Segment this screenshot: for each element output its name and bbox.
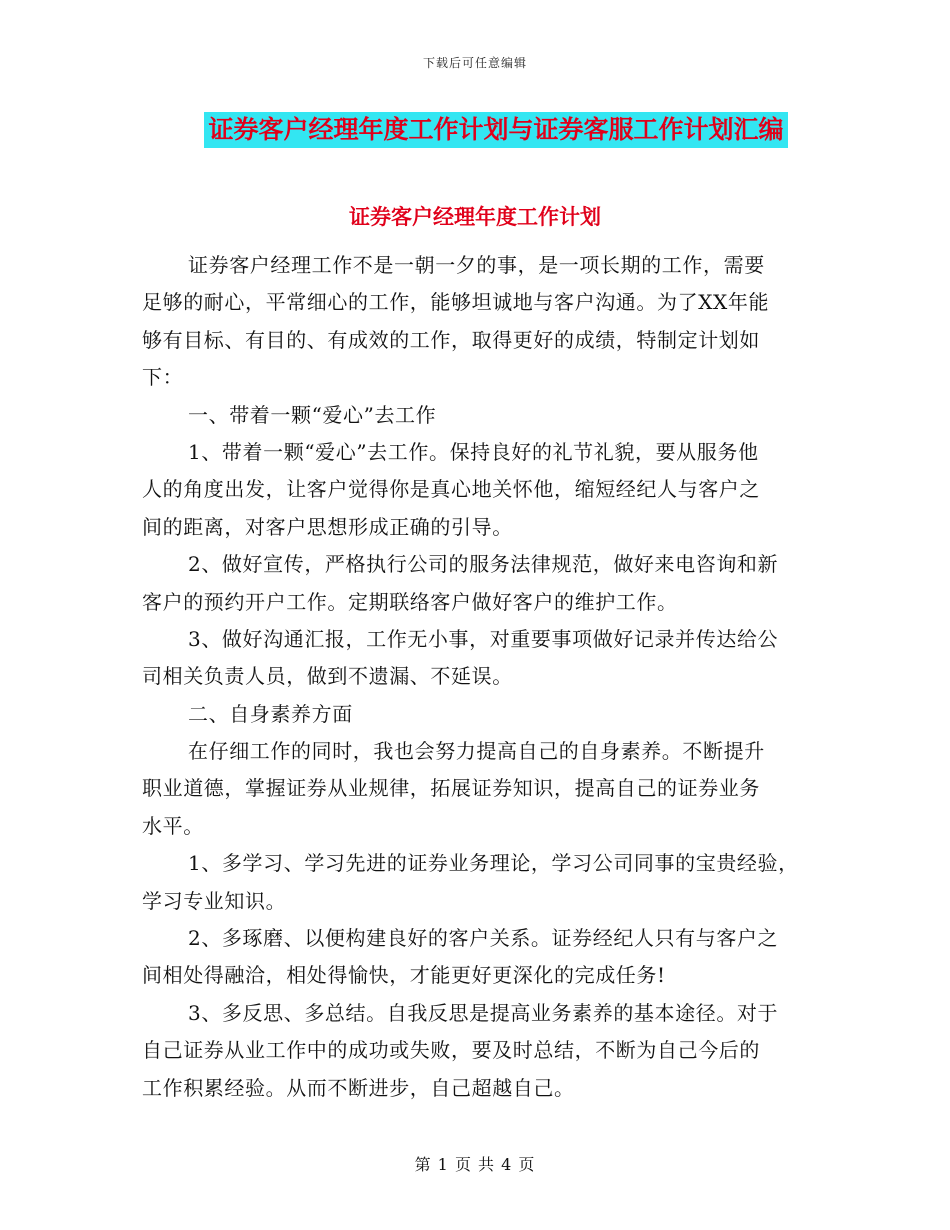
body-line: 3、做好沟通汇报，工作无小事，对重要事项做好记录并传达给公: [188, 626, 779, 651]
body-line: 1、多学习、学习先进的证券业务理论，学习公司同事的宝贵经验，: [188, 851, 799, 876]
page-footer: 第 1 页 共 4 页: [414, 1155, 536, 1174]
body-line: 在仔细工作的同时，我也会努力提高自己的自身素养。不断提升: [188, 739, 765, 764]
header-note: 下载后可任意编辑: [422, 56, 527, 70]
body-line: 人的角度出发，让客户觉得你是真心地关怀他，缩短经纪人与客户之: [142, 477, 760, 502]
body-line: 一、带着一颗“爱心”去工作: [188, 402, 437, 427]
body-line: 客户的预约开户工作。定期联络客户做好客户的维护工作。: [142, 589, 678, 614]
main-title-container: [0, 112, 950, 148]
body-line: 1、带着一颗“爱心”去工作。保持良好的礼节礼貌，要从服务他: [188, 439, 759, 464]
body-line: 司相关负责人员，做到不遗漏、不延误。: [142, 664, 513, 689]
body-line: 下：: [142, 365, 184, 390]
body-line: 自己证券从业工作中的成功或失败，要及时总结，不断为自己今后的: [142, 1038, 760, 1063]
section-title: 证券客户经理年度工作计划: [349, 205, 601, 229]
body-line: 证券客户经理工作不是一朝一夕的事，是一项长期的工作，需要: [188, 253, 765, 277]
main-title: 证券客户经理年度工作计划与证券客服工作计划汇编: [204, 112, 787, 148]
body-line: 够有目标、有目的、有成效的工作，取得更好的成绩，特制定计划如: [142, 327, 760, 352]
body-line: 间相处得融洽，相处得愉快，才能更好更深化的完成任务!: [142, 963, 666, 988]
body-line: 二、自身素养方面: [188, 701, 353, 726]
body-line: 2、多琢磨、以便构建良好的客户关系。证券经纪人只有与客户之: [188, 926, 779, 951]
body-line: 工作积累经验。从而不断进步，自己超越自己。: [142, 1075, 575, 1100]
body-text: [142, 247, 832, 1107]
body-line: 职业道德，掌握证券从业规律，拓展证券知识，提高自己的证券业务: [142, 776, 760, 801]
body-line: 足够的耐心，平常细心的工作，能够坦诚地与客户沟通。为了XX年能: [142, 290, 770, 315]
body-line: 水平。: [142, 813, 204, 838]
body-line: 2、做好宣传，严格执行公司的服务法律规范，做好来电咨询和新: [188, 552, 779, 577]
body-line: 3、多反思、多总结。自我反思是提高业务素养的基本途径。对于: [188, 1000, 779, 1025]
body-line: 学习专业知识。: [142, 888, 287, 913]
body-line: 间的距离，对客户思想形成正确的引导。: [142, 514, 513, 539]
